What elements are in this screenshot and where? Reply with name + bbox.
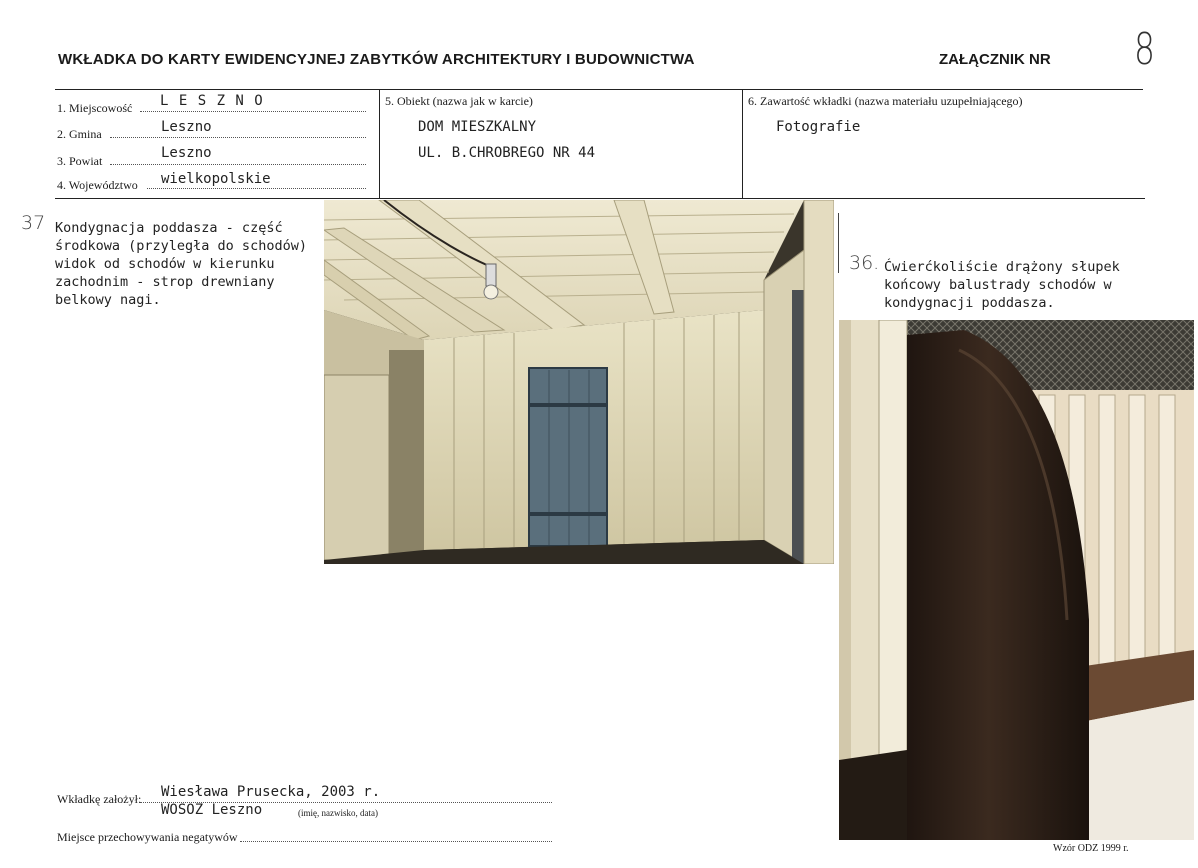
contents-value: Fotografie (776, 119, 861, 135)
photo-attic-interior (324, 200, 834, 564)
founded-value-line2: WOSOZ Leszno (161, 802, 263, 818)
table-divider-2 (742, 89, 743, 199)
negatives-dots (240, 841, 552, 842)
voivodeship-dots (147, 188, 366, 189)
object-line-1: DOM MIESZKALNY (418, 119, 537, 135)
object-line-2: UL. B.CHROBREGO NR 44 (418, 145, 596, 161)
founded-value-line1: Wiesława Prusecka, 2003 r. (161, 784, 381, 800)
photo-left-caption: Kondygnacja poddasza - część środkowa (przyległa do schodów) widok od schodów w kierunku zachodnim - strop drewniany belkowy nagi. (55, 220, 307, 308)
contents-label: 6. Zawartość wkładki (nazwa materiału uzupełniającego) (748, 94, 1023, 108)
table-bottom-rule (55, 198, 1145, 199)
commune-dots (110, 137, 366, 138)
right-caption-rule (838, 213, 839, 273)
attachment-number: 8 (1134, 24, 1155, 75)
locality-label: 1. Miejscowość (57, 101, 133, 115)
county-dots (110, 164, 366, 165)
voivodeship-label: 4. Województwo (57, 178, 138, 192)
photo-right-caption: Ćwierćkoliście drążony słupek końcowy balustrady schodów w kondygnacji poddasza. (884, 259, 1120, 311)
founded-hint: (imię, nazwisko, data) (298, 808, 378, 818)
photo-right-number: 36. (849, 252, 880, 274)
negatives-label: Miejsce przechowywania negatywów (57, 830, 238, 844)
county-value: Leszno (161, 145, 212, 161)
photo-newel-post (839, 320, 1194, 840)
attachment-label: ZAŁĄCZNIK NR (939, 51, 1051, 68)
commune-label: 2. Gmina (57, 127, 102, 141)
template-note: Wzór ODZ 1999 r. (1053, 843, 1129, 854)
form-title: WKŁADKA DO KARTY EWIDENCYJNEJ ZABYTKÓW ARCHITEKTURY I BUDOWNICTWA (58, 51, 695, 68)
county-label: 3. Powiat (57, 154, 103, 168)
object-label: 5. Obiekt (nazwa jak w karcie) (385, 94, 533, 108)
commune-value: Leszno (161, 119, 212, 135)
locality-value: L E S Z N O (160, 93, 264, 109)
table-divider-1 (379, 89, 380, 199)
locality-dots (140, 111, 366, 112)
photo-left-number: 37 (21, 212, 46, 234)
voivodeship-value: wielkopolskie (161, 171, 271, 187)
table-top-rule (55, 89, 1143, 90)
founded-label: Wkładkę założył: (57, 792, 142, 806)
